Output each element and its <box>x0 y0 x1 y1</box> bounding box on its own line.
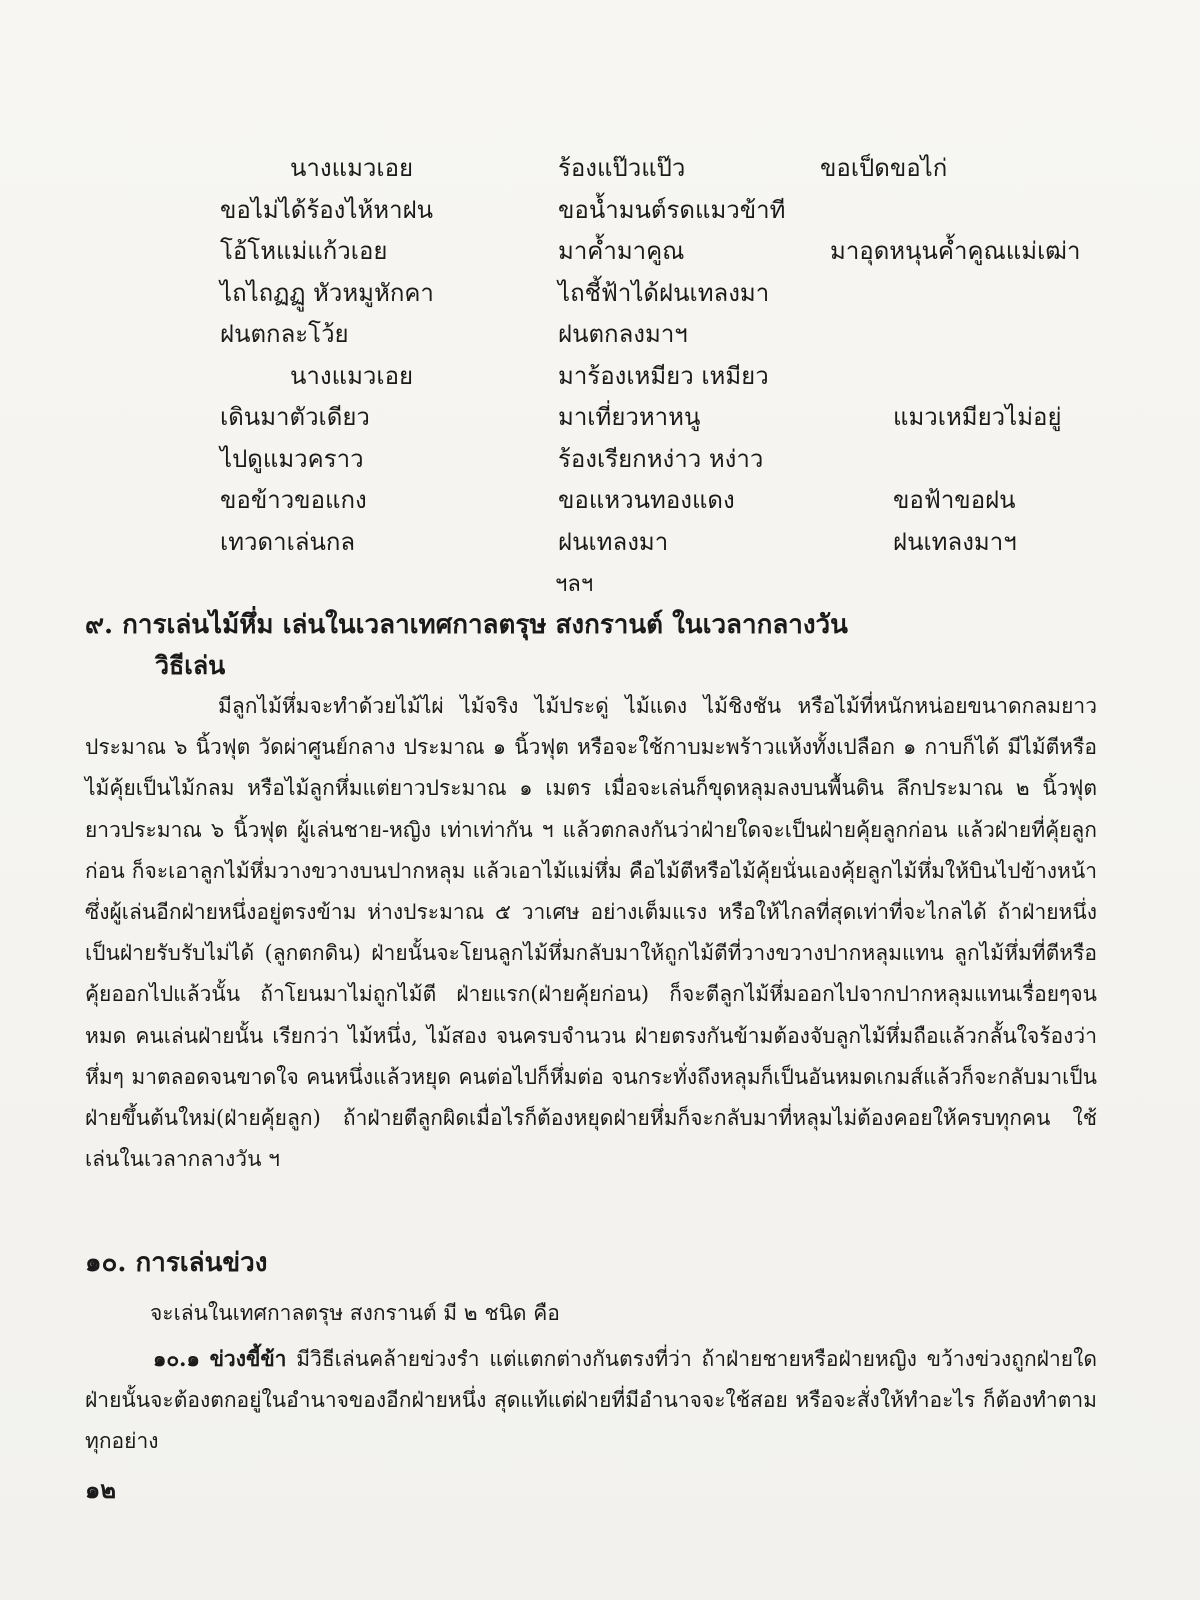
verse-line <box>0 148 1200 190</box>
verse-col1: ไถไถฏฏู หัวหมูหักคา <box>220 278 434 307</box>
verse-col2: ขอน้ำมนต์รดแมวข้าที <box>558 195 786 224</box>
section-10-intro: จะเล่นในเทศกาลตรุษ สงกรานต์ มี ๒ ชนิด คือ <box>150 1301 560 1325</box>
verse-col2: ร้องเรียกหง่าว หง่าว <box>558 444 764 473</box>
verse-col3: ขอเป็ดขอไก่ <box>820 154 948 182</box>
verse-col1: โอ้โหแม่แก้วเอย <box>220 237 388 265</box>
verse-col2: ไถชี้ฟ้าได้ฝนเทลงมา <box>558 278 770 307</box>
verse-col3: ขอฟ้าขอฝน <box>893 486 1016 514</box>
verse-col2: มาเที่ยวหาหนู <box>558 403 701 431</box>
verse-end-mark: ฯลฯ <box>555 572 594 597</box>
verse-col2: มาค้ำมาคูณ <box>558 237 685 265</box>
page-number: ๑๒ <box>85 1475 117 1504</box>
section-10-1-title: ข่วงขี้ข้า <box>209 1346 287 1371</box>
section-10-1-number: ๑๐.๑ <box>153 1346 200 1371</box>
section-10-1-paragraph <box>85 1338 1097 1463</box>
verse-col1: ฝนตกละโว้ย <box>220 320 349 348</box>
section-9-subheading: วิธีเล่น <box>155 651 226 680</box>
verse-col1: ขอข้าวขอแกง <box>220 486 367 514</box>
verse-col2: ร้องแป๊วแป๊ว <box>558 154 686 182</box>
verse-col3: มาอุดหนุนค้ำคูณแม่เฒ่า <box>830 237 1081 265</box>
section-9-paragraph: มีลูกไม้หึ่มจะทำด้วยไม้ไผ่ ไม้จริง ไม้ประดู่ ไม้แดง ไม้ชิงชัน หรือไม้ที่หนักหน่อยขนาดกลมยาว ประมาณ ๖ นิ้วฟุต วัดผ่าศูนย์กลาง ประมาณ ๑ นิ้วฟุต หรือจะใช้กาบมะพร้าวแห้งทั้งเปลือก ๑ กาบก็ได้ มีไม้ตีหรือไม้คุ้ยเป็นไม้กลม หรือไม้ลูกหึ่มแต่ยาวประมาณ ๑ เมตร เมื่อจะเล่นก็ขุดหลุมลงบนพื้นดิน ลึกประมาณ ๒ นิ้วฟุต ยาวประมาณ ๖ นิ้วฟุต ผู้เล่นชาย-หญิง เท่าเท่ากัน ฯ แล้วตกลงกันว่าฝ่ายใดจะเป็นฝ่ายคุ้ยลูกก่อน แล้วฝ่ายที่คุ้ยลูกก่อน ก็จะเอาลูกไม้หึ่มวางขวางบนปากหลุม แล้วเอาไม้แม่หึ่ม คือไม้ตีหรือไม้คุ้ยนั่นเองคุ้ยลูกไม้หึ่มให้บินไปข้างหน้า ซึ่งผู้เล่นอีกฝ่ายหนึ่งอยู่ตรงข้าม ห่างประมาณ ๕ วาเศษ อย่างเต็มแรง หรือให้ไกลที่สุดเท่าที่จะไกลได้ ถ้าฝ่ายหนึ่งเป็นฝ่ายรับรับไม่ได้ (ลูกตกดิน) ฝ่ายนั้นจะโยนลูกไม้หึ่มกลับมาให้ถูกไม้ตีที่วางขวางปากหลุมแทน ลูกไม้หึ่มที่ตีหรือคุ้ยออกไปแล้วนั้น ถ้าโยนมาไม่ถูกไม้ตี ฝ่ายแรก(ฝ่ายคุ้ยก่อน) ก็จะตีลูกไม้หึ่มออกไปจากปากหลุมแทนเรื่อยๆจนหมด คนเล่นฝ่ายนั้น เรียกว่า ไม้หนึ่ง, ไม้สอง จนครบจำนวน ฝ่ายตรงกันข้ามต้องจับลูกไม้หึ่มถือแล้วกลั้นใจร้องว่าหึ่มๆ มาตลอดจนขาดใจ คนหนึ่งแล้วหยุด คนต่อไปก็หึ่มต่อ จนกระทั่งถึงหลุมก็เป็นอันหมดเกมส์แล้วก็จะกลับมาเป็นฝ่ายขึ้นต้นใหม่(ฝ่ายคุ้ยลูก) ถ้าฝ่ายตีลูกผิดเมื่อไรก็ต้องหยุดฝ่ายหึ่มก็จะกลับมาที่หลุมไม่ต้องคอยให้ครบทุกคน ใช้เล่นในเวลากลางวัน ฯ <box>85 694 1098 1172</box>
verse-line <box>0 356 1200 398</box>
verse-line <box>0 190 1200 232</box>
verse-col3: ฝนเทลงมาฯ <box>893 527 1017 556</box>
section-10-heading: ๑๐. การเล่นข่วง <box>85 1248 268 1278</box>
verse-line <box>0 273 1200 315</box>
verse-col1: นางแมวเอย <box>290 361 414 390</box>
verse-line <box>0 480 1200 522</box>
verse-col2: ฝนตกลงมาฯ <box>558 320 688 348</box>
verse-col1: นางแมวเอย <box>290 154 414 182</box>
verse-col2: ขอแหวนทองแดง <box>558 486 735 514</box>
verse-line <box>0 439 1200 481</box>
verse-col1: เดินมาตัวเดียว <box>220 403 370 431</box>
verse-col1: ไปดูแมวคราว <box>220 444 364 473</box>
verse-line <box>0 231 1200 273</box>
section-9-heading: ๙. การเล่นไม้หึ่ม เล่นในเวลาเทศกาลตรุษ สงกรานต์ ในเวลากลางวัน <box>85 610 848 640</box>
verse-col3: แมวเหมียวไม่อยู่ <box>893 403 1062 431</box>
section-10-1-text: มีวิธีเล่นคล้ายข่วงรำ แต่แตกต่างกันตรงที่ว่า ถ้าฝ่ายชายหรือฝ่ายหญิง ขว้างข่วงถูกฝ่ายใด ฝ่ายนั้นจะต้องตกอยู่ในอำนาจของอีกฝ่ายหนึ่ง สุดแท้แต่ฝ่ายที่มีอำนาจจะใช้สอย หรือจะสั่งให้ทำอะไร ก็ต้องทำตามทุกอย่าง <box>85 1347 1097 1454</box>
verse-line <box>0 522 1200 564</box>
verse-block <box>0 148 1200 563</box>
verse-col1: ขอไม่ได้ร้องไห้หาฝน <box>220 195 434 224</box>
verse-col1: เทวดาเล่นกล <box>220 527 356 556</box>
verse-line <box>0 397 1200 439</box>
verse-line <box>0 314 1200 356</box>
verse-col2: มาร้องเหมียว เหมียว <box>558 361 769 390</box>
verse-col2: ฝนเทลงมา <box>558 527 669 556</box>
